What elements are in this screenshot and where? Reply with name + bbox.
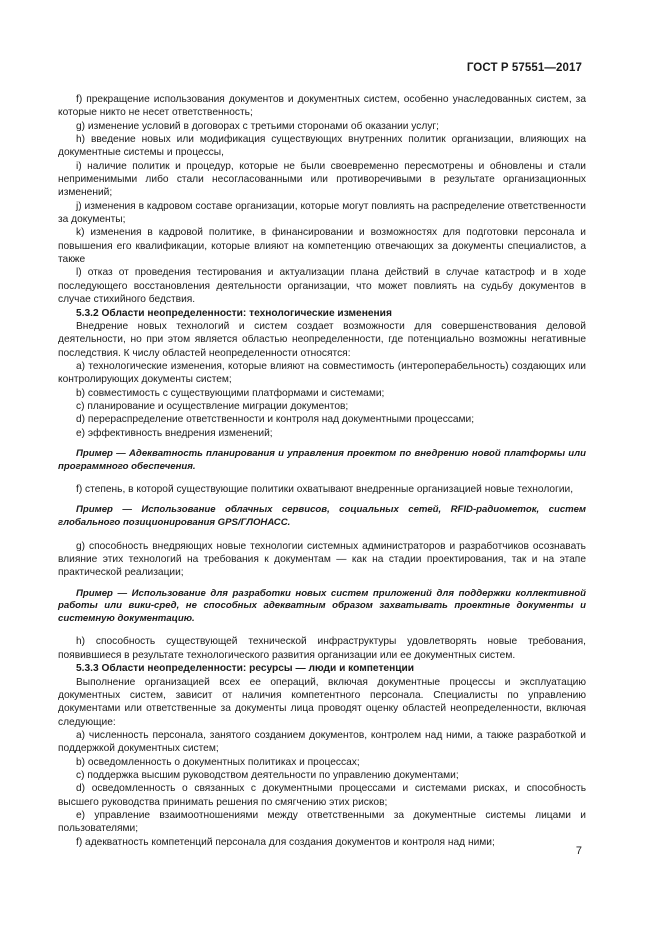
list-item-e: e) управление взаимоотношениями между ответственными за документные системы лицами и пользователями; — [58, 809, 586, 835]
list-item-d: d) перераспределение ответственности и контроля над документными процессами; — [76, 414, 475, 426]
list-item-e: e) эффективность внедрения изменений; — [76, 427, 273, 439]
page-number: 7 — [575, 845, 582, 857]
list-item-b: b) совместимость с существующими платформами и системами; — [76, 387, 385, 399]
list-item-k: k) изменения в кадровой политике, в финансировании и возможностях для подготовки персонала и повышения его квалификации, которые влияют на компетенцию отвечающих за документы специалистов, а также — [58, 227, 586, 266]
paragraph: Внедрение новых технологий и систем создает возможности для совершенствования деловой деятельности, но при этом является областью неопределенности, где потенциально возможны негативные последствия. К числу областей неопределенности относятся: — [58, 320, 586, 359]
list-item-f: f) степень, в которой существующие политики охватывают внедренные организацией новые технологии, — [76, 484, 574, 496]
example-note: Пример — Адекватность планирования и управления проектом по внедрению новой платформы или программного обеспечения. — [58, 447, 586, 472]
list-item-l: l) отказ от проведения тестирования и актуализации плана действий в случае катастроф и в ходе последующего восстановления деятельности организации, что может повлиять на судьбу документов в случае стихийного бедствия. — [58, 267, 586, 306]
paragraph: Выполнение организацией всех ее операций, включая документные процессы и эксплуатацию документных систем, зависит от наличия компетентного персонала. Специалисты по управлению документами или ответственные за документы лица проводят оценку областей неопределенности, включая следующие: — [58, 676, 586, 728]
list-item-g: g) изменение условий в договорах с третьими сторонами об оказании услуг; — [76, 120, 439, 132]
list-item-a: a) численность персонала, занятого созданием документов, контролем над ними, а также разработкой и поддержкой документных систем; — [58, 729, 586, 755]
list-item-b: b) осведомленность о документных политиках и процессах; — [76, 756, 360, 768]
section-heading-5-3-2: 5.3.2 Области неопределенности: технологические изменения — [76, 307, 392, 319]
section-heading-5-3-3: 5.3.3 Области неопределенности: ресурсы — люди и компетенции — [76, 663, 415, 675]
example-note: Пример — Использование облачных сервисов, социальных сетей, RFID-радиометок, систем глобального позиционирования GPS/ГЛОНАСС. — [58, 504, 586, 529]
list-item-h: h) способность существующей технической инфраструктуры удовлетворять новые требования, появившиеся в результате технологического развития организации или ее документных систем. — [58, 636, 586, 661]
list-item-d: d) осведомленность о связанных с документными процессами и системами рисках, и способность высшего руководства принимать решения по смягчению этих рисков; — [58, 783, 586, 808]
list-item-c: c) поддержка высшим руководством деятельности по управлению документами; — [76, 769, 459, 781]
list-item-i: i) наличие политик и процедур, которые не были своевременно пересмотрены и обновлены и стали неприменимыми либо стали несогласованными или противоречивыми в результате организационных изменений; — [58, 160, 586, 199]
list-item-f: f) адекватность компетенций персонала для создания документов и контроля над ними; — [76, 836, 495, 848]
standard-header: ГОСТ Р 57551—2017 — [466, 62, 582, 74]
body-text — [58, 93, 586, 849]
example-note: Пример — Использование для разработки новых систем приложений для поддержки коллективной работы или вики-сред, не способных адекватным образом захватывать проектные документы и системную документацию. — [58, 587, 586, 624]
list-item-a: a) технологические изменения, которые влияют на совместимость (интероперабельность) создающих или контролирующих документы систем; — [58, 360, 586, 386]
list-item-c: c) планирование и осуществление миграции документов; — [76, 400, 349, 412]
list-item-f: f) прекращение использования документов и документных систем, особенно унаследованных систем, за которые никто не несет ответственность; — [58, 94, 586, 119]
list-item-j: j) изменения в кадровом составе организации, которые могут повлиять на распределение ответственности за документы; — [58, 200, 586, 226]
list-item-g: g) способность внедряющих новые технологии системных администраторов и разработчиков осознавать влияние этих технологий на требования к документам — как на стадии проектирования, так и на этапе практической реализации; — [58, 540, 586, 579]
list-item-h: h) введение новых или модификация существующих внутренних политик организации, влияющих на документные системы и процессы, — [58, 134, 586, 159]
